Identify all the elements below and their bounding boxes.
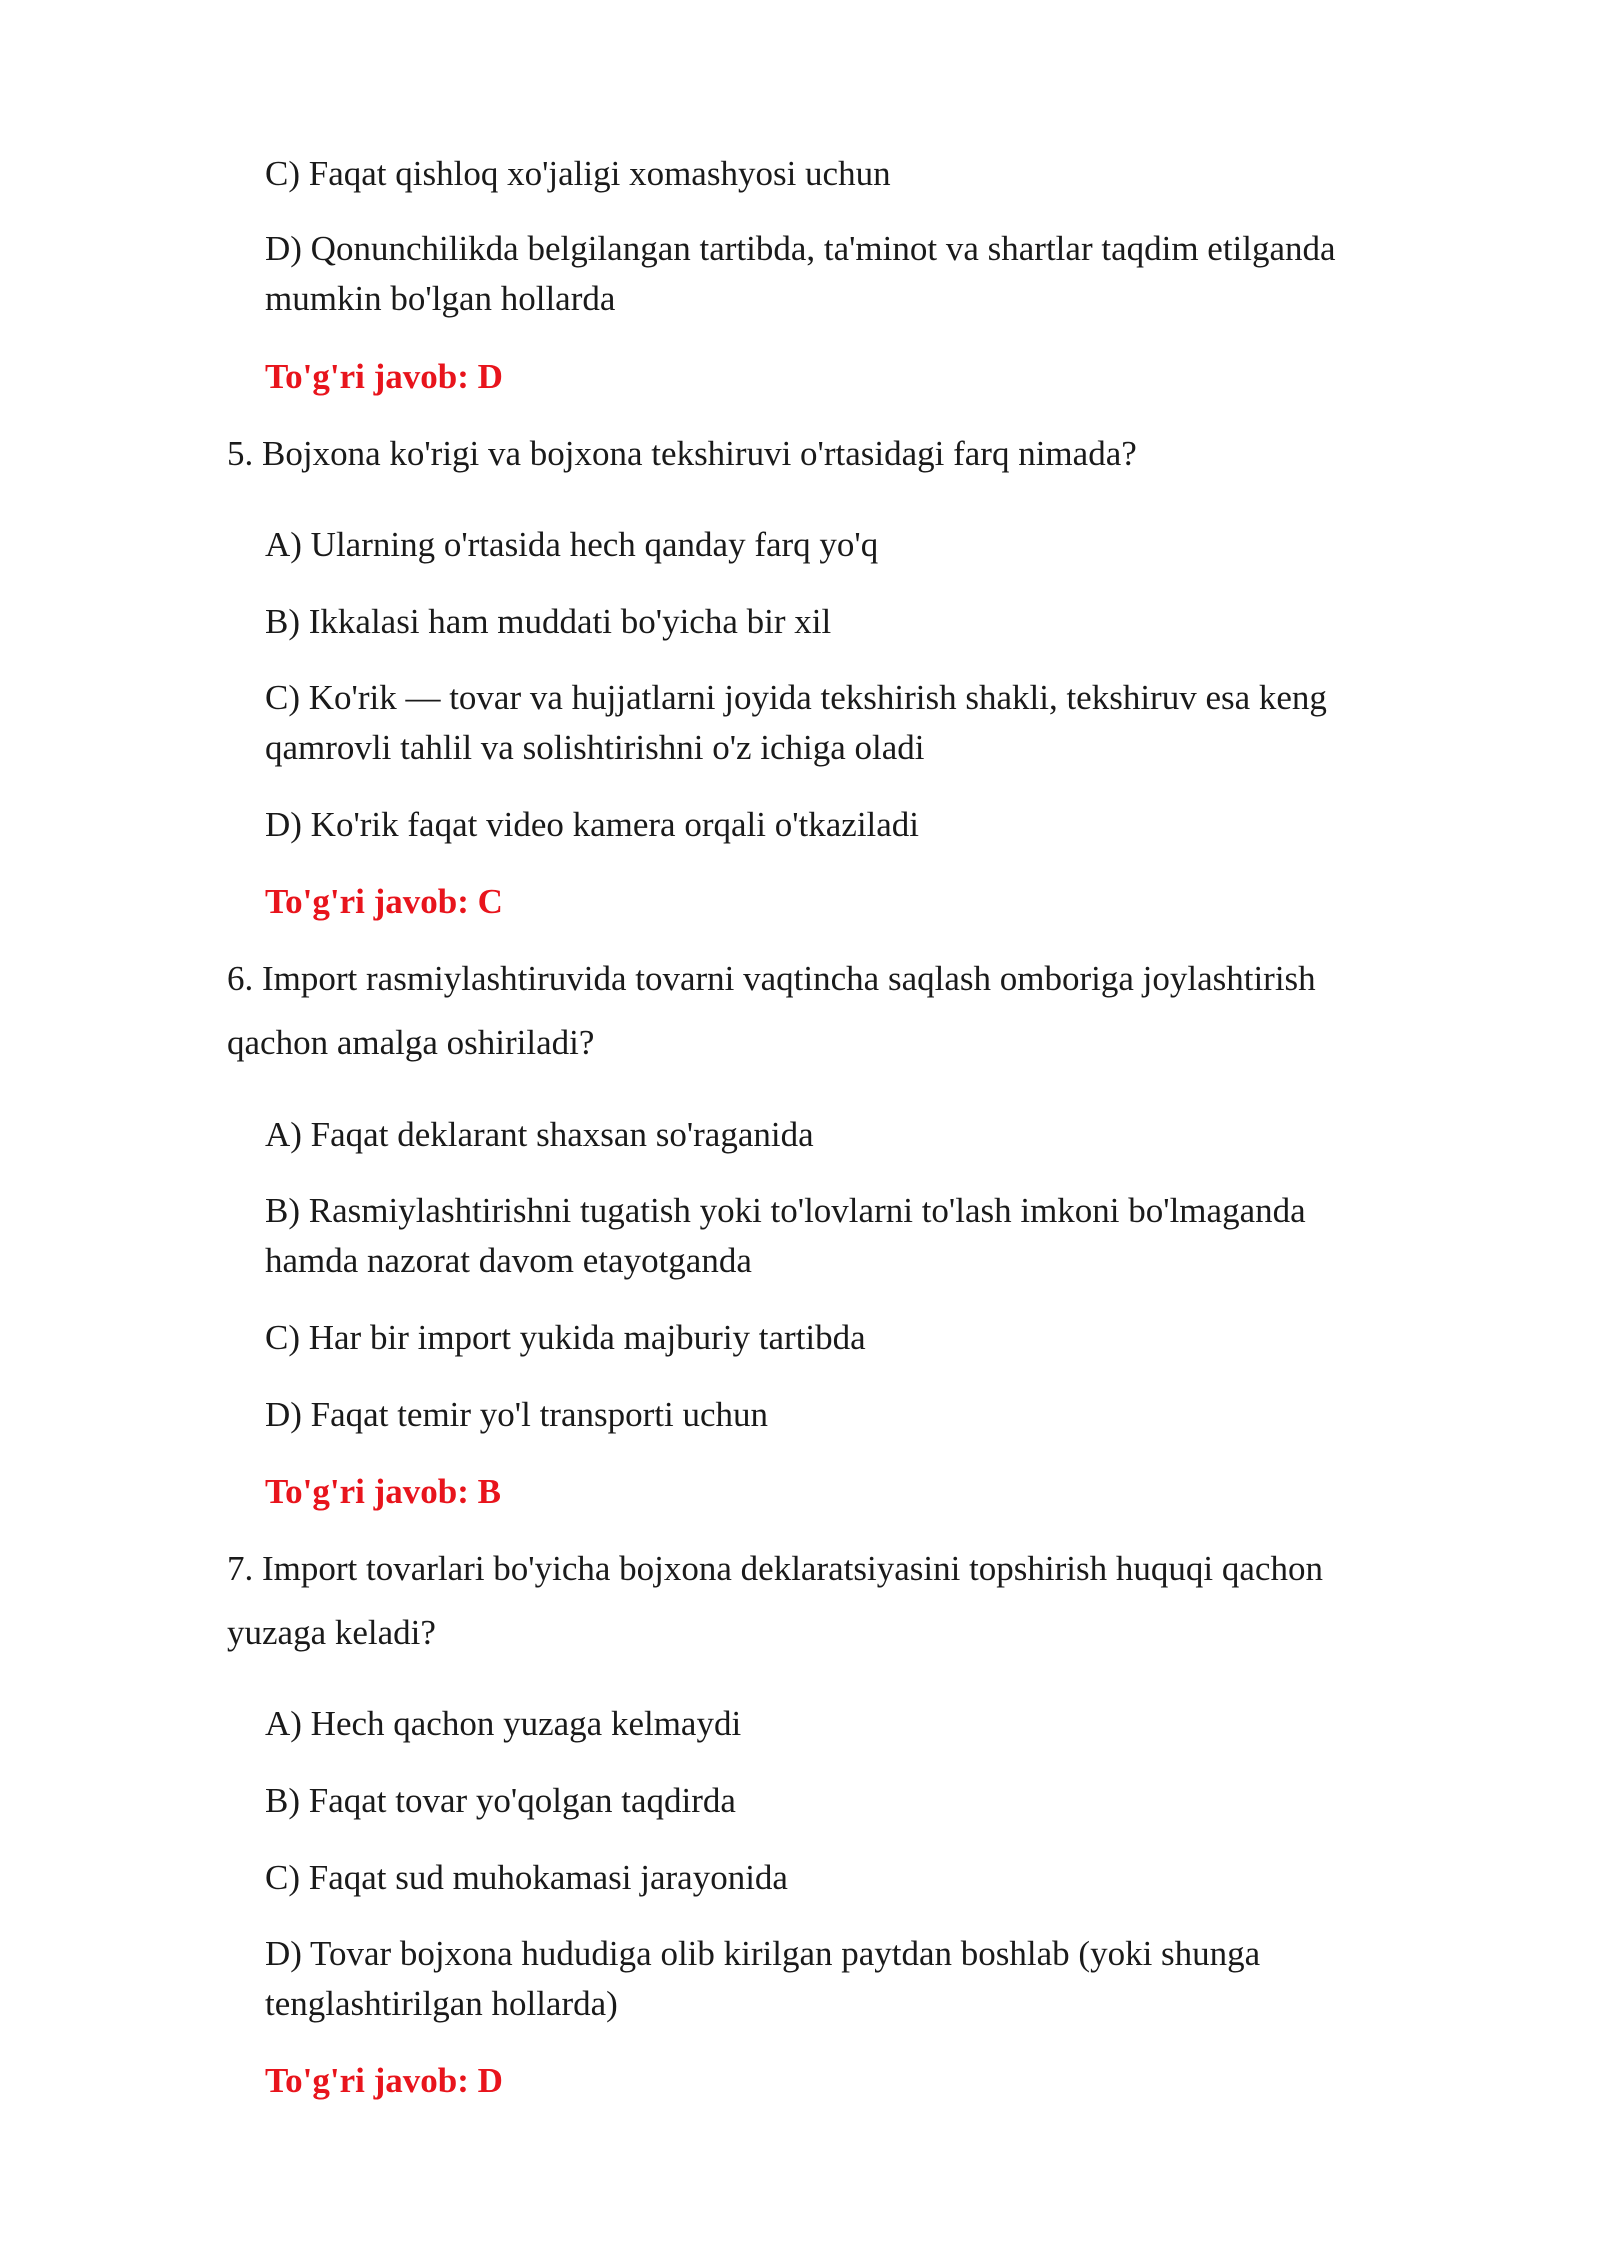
q7-option-d-line1: D) Tovar bojxona hududiga olib kirilgan paytdan boshlab (yoki shunga xyxy=(265,1934,1261,1973)
q7-option-a: A) Hech qachon yuzaga kelmaydi xyxy=(265,1704,742,1743)
q4-answer: To'g'ri javob: D xyxy=(265,357,503,396)
q5-question: 5. Bojxona ko'rigi va bojxona tekshiruvi o'rtasidagi farq nimada? xyxy=(227,434,1137,473)
q7-question-line2: yuzaga keladi? xyxy=(227,1613,436,1652)
q6-question-line2: qachon amalga oshiriladi? xyxy=(227,1023,595,1062)
q7-answer: To'g'ri javob: D xyxy=(265,2061,503,2100)
q4-option-c: C) Faqat qishloq xo'jaligi xomashyosi uchun xyxy=(265,154,891,193)
q5-option-c-line2: qamrovli tahlil va solishtirishni o'z ichiga oladi xyxy=(265,728,925,767)
q6-question-line1: 6. Import rasmiylashtiruvida tovarni vaqtincha saqlash omboriga joylashtirish xyxy=(227,959,1316,998)
q6-answer: To'g'ri javob: B xyxy=(265,1472,501,1511)
q6-option-a: A) Faqat deklarant shaxsan so'raganida xyxy=(265,1115,814,1154)
q7-option-c: C) Faqat sud muhokamasi jarayonida xyxy=(265,1858,788,1897)
q4-option-d-line1: D) Qonunchilikda belgilangan tartibda, ta'minot va shartlar taqdim etilganda xyxy=(265,229,1336,268)
q6-option-b-line2: hamda nazorat davom etayotganda xyxy=(265,1241,752,1280)
q7-option-d-line2: tenglashtirilgan hollarda) xyxy=(265,1984,618,2023)
q6-option-d: D) Faqat temir yo'l transporti uchun xyxy=(265,1395,769,1434)
q5-option-b: B) Ikkalasi ham muddati bo'yicha bir xil xyxy=(265,602,832,641)
q5-option-c-line1: C) Ko'rik — tovar va hujjatlarni joyida tekshirish shakli, tekshiruv esa keng xyxy=(265,678,1327,717)
q6-option-b-line1: B) Rasmiylashtirishni tugatish yoki to'lovlarni to'lash imkoni bo'lmaganda xyxy=(265,1191,1306,1230)
q5-option-a: A) Ularning o'rtasida hech qanday farq yo'q xyxy=(265,525,879,564)
q7-option-b: B) Faqat tovar yo'qolgan taqdirda xyxy=(265,1781,736,1820)
q4-option-d-line2: mumkin bo'lgan hollarda xyxy=(265,279,616,318)
q6-option-c: C) Har bir import yukida majburiy tartibda xyxy=(265,1318,866,1357)
q5-answer: To'g'ri javob: C xyxy=(265,882,503,921)
q5-option-d: D) Ko'rik faqat video kamera orqali o'tkaziladi xyxy=(265,805,920,844)
q7-question-line1: 7. Import tovarlari bo'yicha bojxona deklaratsiyasini topshirish huquqi qachon xyxy=(227,1549,1323,1588)
